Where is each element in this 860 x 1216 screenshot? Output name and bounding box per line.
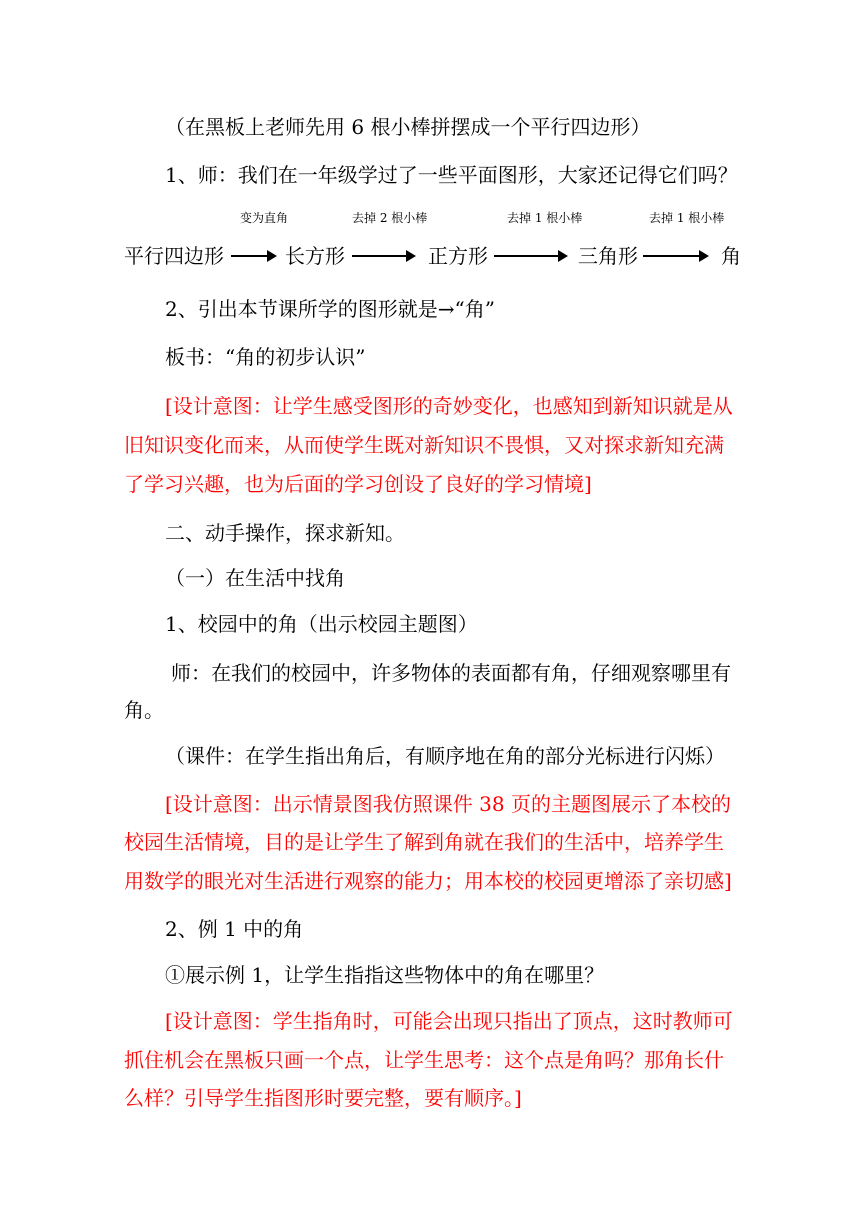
blackboard-title: 板书：“角的初步认识” <box>165 345 366 369</box>
section2-item-1: 1、校园中的角（出示校园主题图） <box>165 612 478 636</box>
flow-node-triangle: 三角形 <box>578 244 638 268</box>
flow-label-4: 去掉 1 根小棒 <box>649 211 725 225</box>
section2-subheading: （一）在生活中找角 <box>165 566 345 590</box>
courseware-note: （课件：在学生指出角后，有顺序地在角的部分光标进行闪烁） <box>165 744 725 768</box>
design-note-1-line-1: [设计意图：让学生感受图形的奇妙变化，也感知到新知识就是从 <box>165 394 733 418</box>
design-note-3-line-3: 么样？引导学生指图形时要完整，要有顺序。] <box>124 1086 522 1110</box>
flow-label-1: 变为直角 <box>240 211 289 225</box>
section2-heading: 二、动手操作，探求新知。 <box>165 521 405 545</box>
teacher-prompt-line-1: 师：在我们的校园中，许多物体的表面都有角，仔细观察哪里有 <box>171 661 731 685</box>
arrow-right-icon <box>643 255 707 257</box>
arrow-right-icon <box>352 255 414 257</box>
flow-node-angle: 角 <box>721 244 741 268</box>
design-note-1-line-2: 旧知识变化而来，从而使学生既对新知识不畏惧，又对探求新知充满 <box>124 433 724 457</box>
design-note-1-line-3: 了学习兴趣，也为后面的学习创设了良好的学习情境] <box>124 472 592 496</box>
flow-node-square: 正方形 <box>428 244 488 268</box>
shape-transformation-flow <box>0 0 860 280</box>
design-note-3-line-2: 抓住机会在黑板只画一个点，让学生思考：这个点是角吗？那角长什 <box>124 1048 724 1072</box>
flow-label-2: 去掉 2 根小棒 <box>352 211 428 225</box>
teacher-prompt-line-2: 角。 <box>124 698 164 722</box>
design-note-2-line-2: 校园生活情境，目的是让学生了解到角就在我们的生活中，培养学生 <box>124 830 724 854</box>
intro-line-2: 1、师：我们在一年级学过了一些平面图形，大家还记得它们吗？ <box>165 163 738 187</box>
section3-instruction: ①展示例 1，让学生指指这些物体中的角在哪里？ <box>165 963 605 987</box>
intro-line-1: （在黑板上老师先用 6 根小棒拼摆成一个平行四边形） <box>165 115 651 139</box>
arrow-right-icon <box>231 255 275 257</box>
flow-node-parallelogram: 平行四边形 <box>124 244 224 268</box>
section3-item-2: 2、例 1 中的角 <box>165 917 304 941</box>
arrow-right-icon <box>494 255 566 257</box>
flow-node-rectangle: 长方形 <box>285 244 345 268</box>
flow-label-3: 去掉 1 根小棒 <box>507 211 583 225</box>
design-note-2-line-3: 用数学的眼光对生活进行观察的能力；用本校的校园更增添了亲切感] <box>124 869 732 893</box>
design-note-3-line-1: [设计意图：学生指角时，可能会出现只指出了顶点，这时教师可 <box>165 1009 733 1033</box>
section1-line-1: 2、引出本节课所学的图形就是→“角” <box>165 297 495 321</box>
design-note-2-line-1: [设计意图：出示情景图我仿照课件 38 页的主题图展示了本校的 <box>165 792 731 816</box>
